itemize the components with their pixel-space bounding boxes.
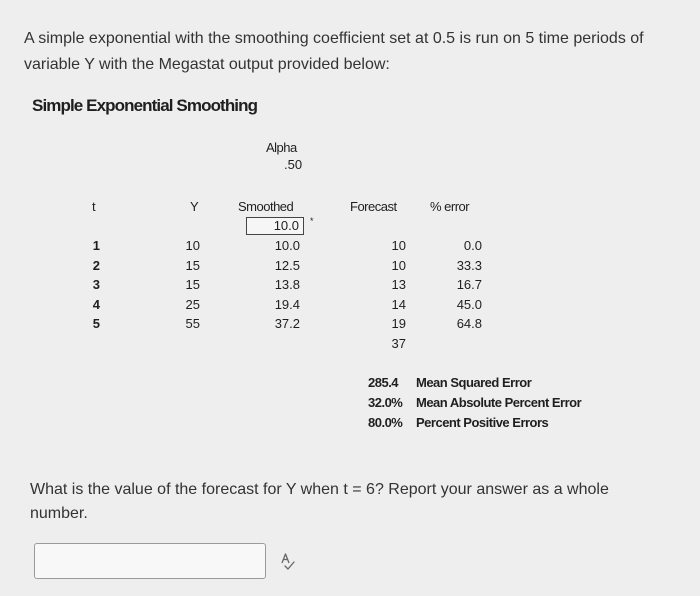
smoothed-value: 37.2 xyxy=(274,316,300,331)
question-text: What is the value of the forecast for Y when t = 6? Report your answer as a whole number. xyxy=(30,481,609,522)
mse-label: Mean Squared Error xyxy=(416,375,532,390)
t-value: 5 xyxy=(92,316,100,331)
y-value: 15 xyxy=(185,277,200,292)
t-value: 4 xyxy=(92,296,100,312)
answer-input[interactable] xyxy=(34,543,266,579)
y-value: 55 xyxy=(185,316,200,331)
forecast-value: 19 xyxy=(391,316,406,331)
header-forecast: Forecast xyxy=(350,199,397,214)
column-smoothed xyxy=(262,236,300,334)
initial-value-marker: * xyxy=(310,216,314,226)
pct-error-value: 16.7 xyxy=(456,277,482,292)
pct-error-value: 33.3 xyxy=(456,257,482,273)
t-value: 3 xyxy=(92,277,100,292)
next-forecast-value: 37 xyxy=(391,335,406,351)
mse-value: 285.4 xyxy=(368,375,399,390)
y-value: 15 xyxy=(185,257,200,273)
column-pct-error xyxy=(446,236,482,334)
header-y: Y xyxy=(190,199,199,214)
forecast-value: 10 xyxy=(391,238,406,253)
alpha-label: Alpha xyxy=(266,140,297,155)
smoothed-value: 10.0 xyxy=(274,238,300,253)
header-smoothed: Smoothed xyxy=(238,199,294,214)
mape-label: Mean Absolute Percent Error xyxy=(416,395,582,410)
alpha-value: .50 xyxy=(284,157,303,172)
column-t xyxy=(86,236,100,334)
column-y xyxy=(176,236,200,334)
header-pct-error: % error xyxy=(430,199,470,214)
spellcheck-icon[interactable] xyxy=(280,552,296,570)
t-value: 1 xyxy=(92,238,100,253)
header-t: t xyxy=(92,199,96,214)
y-value: 25 xyxy=(185,296,200,312)
pct-error-value: 45.0 xyxy=(456,296,482,312)
megastat-title: Simple Exponential Smoothing xyxy=(32,96,258,115)
pct-error-value: 0.0 xyxy=(463,238,482,253)
smoothed-value: 12.5 xyxy=(274,257,300,273)
smoothed-value: 13.8 xyxy=(274,277,300,292)
smoothed-value: 19.4 xyxy=(274,296,300,312)
pct-error-value: 64.8 xyxy=(456,316,482,331)
y-value: 10 xyxy=(185,238,200,253)
mape-value: 32.0% xyxy=(368,395,403,410)
column-forecast xyxy=(380,236,406,353)
forecast-value: 14 xyxy=(391,296,406,312)
problem-intro: A simple exponential with the smoothing coefficient set at 0.5 is run on 5 time periods of variable Y with the Megastat output provided below: xyxy=(24,30,644,73)
ppe-value: 80.0% xyxy=(368,415,403,430)
smoothed-initial-value: 10.0 xyxy=(246,217,304,235)
forecast-value: 10 xyxy=(391,257,406,273)
t-value: 2 xyxy=(92,257,100,273)
forecast-value: 13 xyxy=(391,277,406,292)
ppe-label: Percent Positive Errors xyxy=(416,415,549,430)
